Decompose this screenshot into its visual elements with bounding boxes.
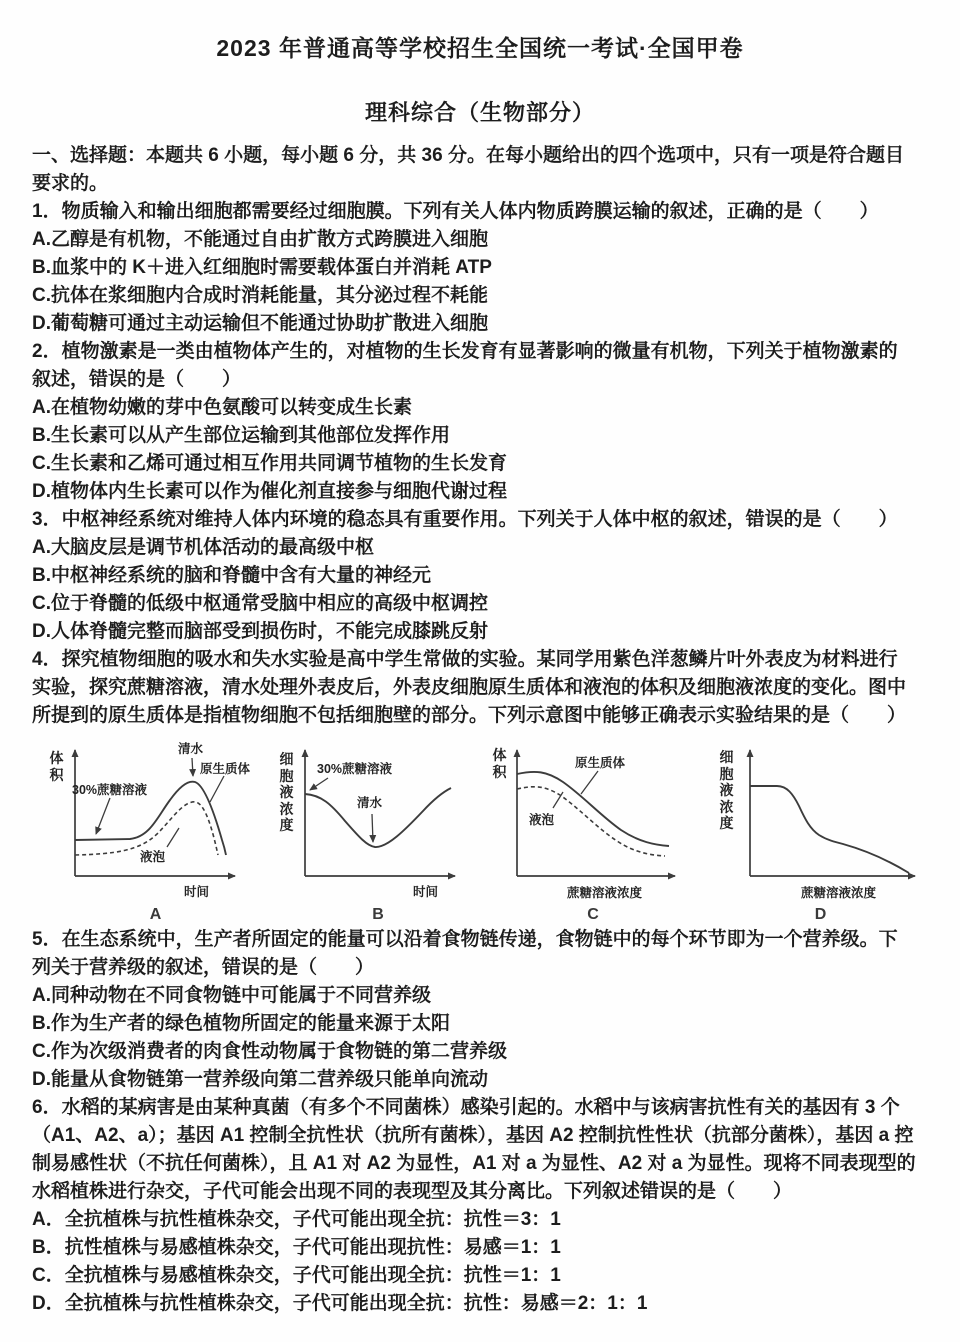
figure-b-sucrose-label: 30%蔗糖溶液 xyxy=(317,762,393,776)
q6-stem-line-1: 6．水稻的某病害是由某种真菌（有多个不同菌株）感染引起的。水稻中与该病害抗性有关的基因有 3 个 xyxy=(32,1097,900,1118)
q1-option-c: C.抗体在浆细胞内合成时消耗能量，其分泌过程不耗能 xyxy=(32,285,489,306)
q3-option-a: A.大脑皮层是调节机体活动的最高级中枢 xyxy=(32,537,375,558)
figure-d-x-axis-label: 蔗糖溶液浓度 xyxy=(801,886,877,900)
q4-stem-line-1: 4．探究植物细胞的吸水和失水实验是高中学生常做的实验。某同学用紫色洋葱鳞片叶外表皮为材料进行 xyxy=(32,649,898,670)
q1-option-d: D.葡萄糖可通过主动运输但不能通过协助扩散进入细胞 xyxy=(32,313,489,334)
figure-c-letter: C xyxy=(587,906,599,923)
q2-option-a: A.在植物幼嫩的芽中色氨酸可以转变成生长素 xyxy=(32,397,413,418)
intro-line-1: 一、选择题：本题共 6 小题，每小题 6 分，共 36 分。在每小题给出的四个选项中，只有一项是符合题目 xyxy=(32,145,904,166)
figure-a-vacuole-pointer xyxy=(167,828,179,847)
figure-c-protoplast-pointer xyxy=(581,771,598,794)
q3-option-b: B.中枢神经系统的脑和脊髓中含有大量的神经元 xyxy=(32,565,432,586)
figure-c-x-axis-label: 蔗糖溶液浓度 xyxy=(567,886,643,900)
q6-option-c: C．全抗植株与易感植株杂交，子代可能出现全抗：抗性＝1：1 xyxy=(32,1265,561,1286)
figure-b-letter: B xyxy=(372,906,384,923)
figure-panel-b xyxy=(273,734,483,924)
q2-option-d: D.植物体内生长素可以作为催化剂直接参与细胞代谢过程 xyxy=(32,481,508,502)
figure-c-y-axis-label: 体积 xyxy=(492,747,507,780)
q6-stem-line-3: 制易感性状（不抗任何菌株），且 A1 对 A2 为显性，A1 对 a 为显性、A2 对 a 为显性。现将不同表现型的 xyxy=(32,1153,916,1174)
q3-stem: 3．中枢神经系统对维持人体内环境的稳态具有重要作用。下列关于人体中枢的叙述，错误的是（ ） xyxy=(32,509,898,530)
section-subtitle: 理科综合（生物部分） xyxy=(364,100,595,125)
q6-option-a: A．全抗植株与抗性植株杂交，子代可能出现全抗：抗性＝3：1 xyxy=(32,1209,561,1230)
figure-c-protoplast-label: 原生质体 xyxy=(575,756,626,770)
figure-panel-d xyxy=(703,734,938,924)
figure-panel-c xyxy=(483,734,703,924)
figure-a-sucrose-arrow xyxy=(96,798,110,834)
q5-stem-line-1: 5．在生态系统中，生产者所固定的能量可以沿着食物链传递，食物链中的每个环节即为一个营养级。下 xyxy=(32,929,898,950)
q1-option-a: A.乙醇是有机物，不能通过自由扩散方式跨膜进入细胞 xyxy=(32,229,489,250)
figure-a-vacuole-label: 液泡 xyxy=(140,850,166,864)
figure-b-sucrose-arrow xyxy=(310,778,328,790)
q6-stem-line-2: （A1、A2、a）；基因 A1 控制全抗性状（抗所有菌株），基因 A2 控制抗性性状（抗部分菌株），基因 a 控 xyxy=(32,1125,914,1146)
figure-d-y-axis-label: 细胞液浓度 xyxy=(719,749,734,831)
figure-panel-a xyxy=(38,734,273,924)
q4-stem-line-2: 实验，探究蔗糖溶液，清水处理外表皮后，外表皮细胞原生质体和液泡的体积及细胞液浓度的变化。图中 xyxy=(32,677,907,698)
page-title: 2023 年普通高等学校招生全国统一考试·全国甲卷 xyxy=(216,35,744,61)
figure-a-water-arrow xyxy=(192,758,193,776)
figure-b-water-arrow xyxy=(372,814,373,842)
q3-option-c: C.位于脊髓的低级中枢通常受脑中相应的高级中枢调控 xyxy=(32,593,489,614)
q6-stem-line-4: 水稻植株进行杂交，子代可能会出现不同的表现型及其分离比。下列叙述错误的是（ ） xyxy=(32,1181,793,1202)
figure-c-vacuole-label: 液泡 xyxy=(529,813,555,827)
figure-b-y-axis-label: 细胞液浓度 xyxy=(279,751,294,833)
q4-stem-line-3: 所提到的原生质体是指植物细胞不包括细胞壁的部分。下列示意图中能够正确表示实验结果的是（ ） xyxy=(32,705,907,726)
question4-figure-row xyxy=(38,734,932,924)
figure-b-water-label: 清水 xyxy=(357,796,383,810)
figure-c-protoplast-curve xyxy=(517,772,669,846)
q1-stem: 1．物质输入和输出细胞都需要经过细胞膜。下列有关人体内物质跨膜运输的叙述，正确的是（ ） xyxy=(32,201,879,222)
q2-option-b: B.生长素可以从产生部位运输到其他部位发挥作用 xyxy=(32,425,451,446)
q5-option-a: A.同种动物在不同食物链中可能属于不同营养级 xyxy=(32,985,432,1006)
q6-option-d: D．全抗植株与抗性植株杂交，子代可能出现全抗：抗性：易感＝2：1：1 xyxy=(32,1293,648,1314)
q2-option-c: C.生长素和乙烯可通过相互作用共同调节植物的生长发育 xyxy=(32,453,508,474)
q5-option-d: D.能量从食物链第一营养级向第二营养级只能单向流动 xyxy=(32,1069,489,1090)
q1-option-b: B.血浆中的 K＋进入红细胞时需要载体蛋白并消耗 ATP xyxy=(32,257,492,278)
figure-a-letter: A xyxy=(149,906,162,923)
intro-line-2: 要求的。 xyxy=(32,173,109,194)
figure-a-y-axis-label: 体积 xyxy=(49,750,64,783)
q5-stem-line-2: 列关于营养级的叙述，错误的是（ ） xyxy=(32,957,375,978)
figure-a-water-label: 清水 xyxy=(178,742,204,756)
figure-d-letter: D xyxy=(814,906,827,923)
figure-d-concentration-curve xyxy=(750,786,909,873)
q5-option-c: C.作为次级消费者的肉食性动物属于食物链的第二营养级 xyxy=(32,1041,508,1062)
figure-a-sucrose-label: 30%蔗糖溶液 xyxy=(72,783,148,797)
figure-a-protoplast-pointer xyxy=(210,776,224,802)
q6-option-b: B．抗性植株与易感植株杂交，子代可能出现抗性：易感＝1：1 xyxy=(32,1237,561,1258)
q3-option-d: D.人体脊髓完整而脑部受到损伤时，不能完成膝跳反射 xyxy=(32,621,489,642)
q2-stem-line-2: 叙述，错误的是（ ） xyxy=(32,369,242,390)
figure-a-protoplast-label: 原生质体 xyxy=(200,762,251,776)
exam-body xyxy=(32,142,932,1318)
q5-option-b: B.作为生产者的绿色植物所固定的能量来源于太阳 xyxy=(32,1013,451,1034)
q2-stem-line-1: 2．植物激素是一类由植物体产生的，对植物的生长发育有显著影响的微量有机物，下列关于植物激素的 xyxy=(32,341,898,362)
figure-b-x-axis-label: 时间 xyxy=(413,885,439,899)
figure-a-x-axis-label: 时间 xyxy=(184,885,210,899)
